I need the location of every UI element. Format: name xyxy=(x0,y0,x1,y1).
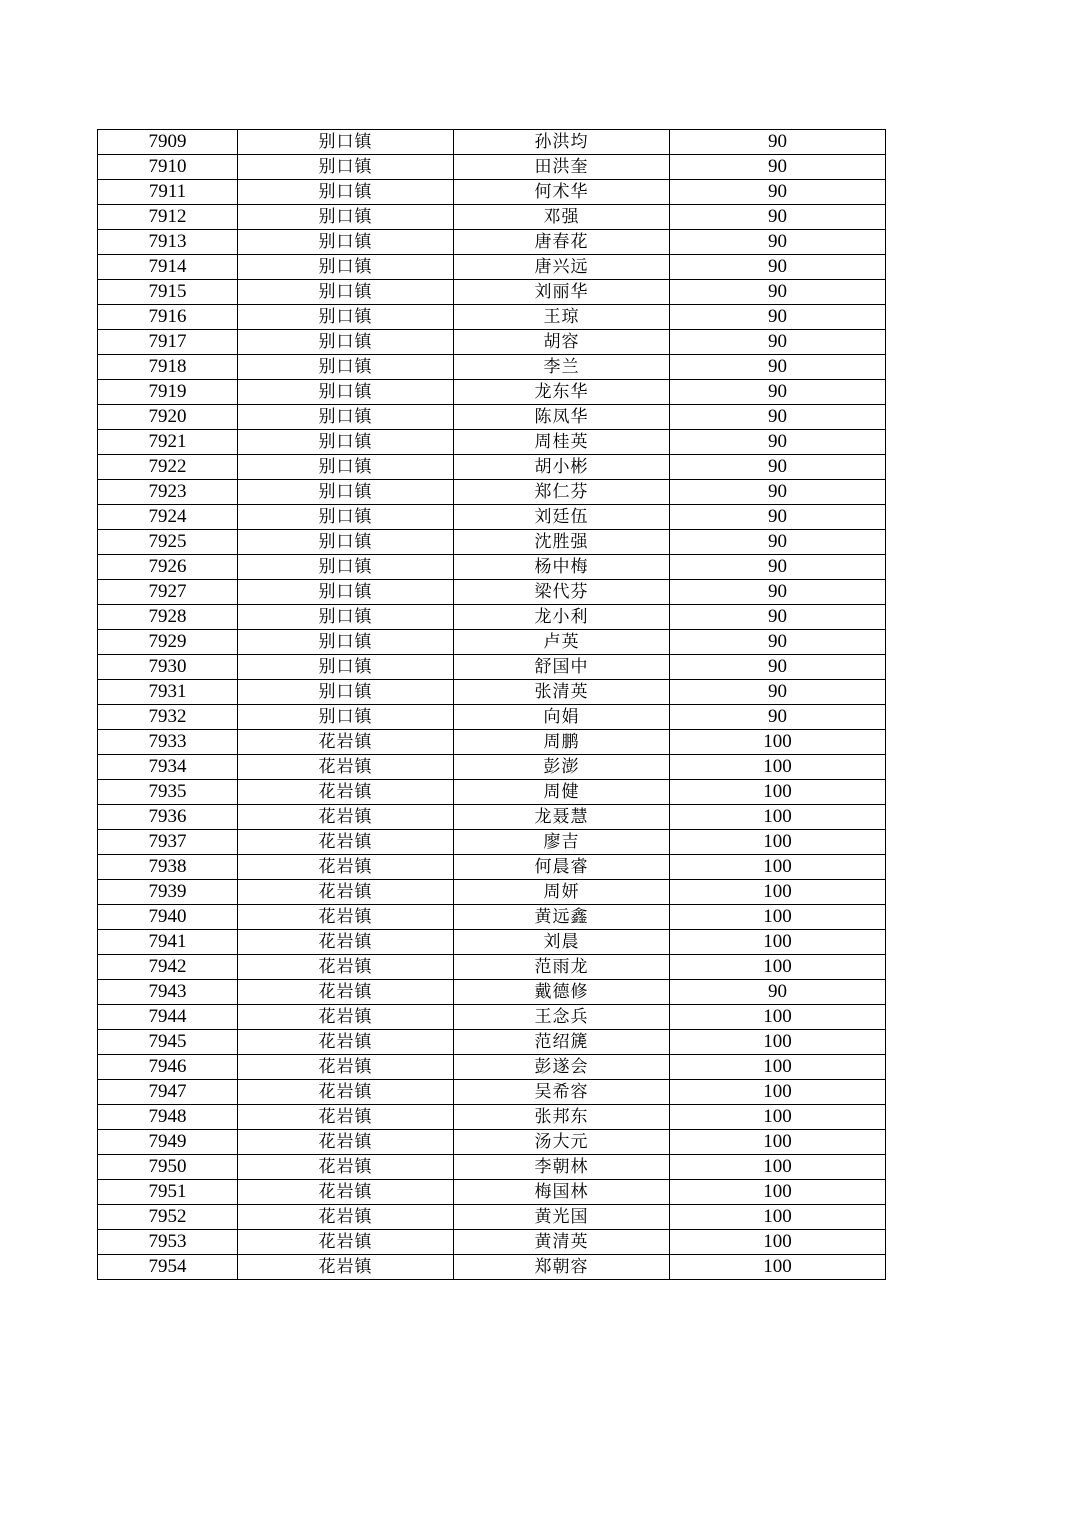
row-number-cell: 7941 xyxy=(98,930,238,955)
table-row xyxy=(98,855,886,880)
amount-cell: 100 xyxy=(670,755,886,780)
row-number-cell: 7933 xyxy=(98,730,238,755)
table-row xyxy=(98,1105,886,1130)
town-cell: 别口镇 xyxy=(238,155,454,180)
town-cell: 别口镇 xyxy=(238,605,454,630)
person-name-cell: 王琼 xyxy=(454,305,670,330)
table-row xyxy=(98,655,886,680)
table-row xyxy=(98,1005,886,1030)
town-cell: 花岩镇 xyxy=(238,1005,454,1030)
row-number-cell: 7938 xyxy=(98,855,238,880)
person-name-cell: 向娟 xyxy=(454,705,670,730)
table-row xyxy=(98,1055,886,1080)
row-number-cell: 7925 xyxy=(98,530,238,555)
amount-cell: 100 xyxy=(670,905,886,930)
table-row xyxy=(98,405,886,430)
row-number-cell: 7950 xyxy=(98,1155,238,1180)
town-cell: 别口镇 xyxy=(238,255,454,280)
table-row xyxy=(98,280,886,305)
data-table xyxy=(97,129,886,1280)
table-row xyxy=(98,355,886,380)
amount-cell: 100 xyxy=(670,1130,886,1155)
table-row xyxy=(98,505,886,530)
table-row xyxy=(98,130,886,155)
table-row xyxy=(98,830,886,855)
person-name-cell: 刘晨 xyxy=(454,930,670,955)
table-row xyxy=(98,680,886,705)
row-number-cell: 7911 xyxy=(98,180,238,205)
row-number-cell: 7947 xyxy=(98,1080,238,1105)
town-cell: 花岩镇 xyxy=(238,1080,454,1105)
person-name-cell: 陈凤华 xyxy=(454,405,670,430)
row-number-cell: 7910 xyxy=(98,155,238,180)
table-row xyxy=(98,180,886,205)
amount-cell: 100 xyxy=(670,855,886,880)
town-cell: 花岩镇 xyxy=(238,1255,454,1280)
amount-cell: 100 xyxy=(670,1230,886,1255)
row-number-cell: 7954 xyxy=(98,1255,238,1280)
row-number-cell: 7939 xyxy=(98,880,238,905)
person-name-cell: 吴希容 xyxy=(454,1080,670,1105)
person-name-cell: 梅国林 xyxy=(454,1180,670,1205)
town-cell: 别口镇 xyxy=(238,330,454,355)
person-name-cell: 彭澎 xyxy=(454,755,670,780)
person-name-cell: 胡小彬 xyxy=(454,455,670,480)
person-name-cell: 李朝林 xyxy=(454,1155,670,1180)
town-cell: 别口镇 xyxy=(238,705,454,730)
row-number-cell: 7934 xyxy=(98,755,238,780)
table-row xyxy=(98,805,886,830)
person-name-cell: 范绍篪 xyxy=(454,1030,670,1055)
table-row xyxy=(98,730,886,755)
row-number-cell: 7926 xyxy=(98,555,238,580)
table-row xyxy=(98,980,886,1005)
row-number-cell: 7931 xyxy=(98,680,238,705)
amount-cell: 90 xyxy=(670,580,886,605)
person-name-cell: 何晨睿 xyxy=(454,855,670,880)
row-number-cell: 7932 xyxy=(98,705,238,730)
town-cell: 别口镇 xyxy=(238,555,454,580)
row-number-cell: 7914 xyxy=(98,255,238,280)
person-name-cell: 刘廷伍 xyxy=(454,505,670,530)
amount-cell: 90 xyxy=(670,205,886,230)
amount-cell: 90 xyxy=(670,155,886,180)
row-number-cell: 7930 xyxy=(98,655,238,680)
table-row xyxy=(98,605,886,630)
table-row xyxy=(98,755,886,780)
person-name-cell: 舒国中 xyxy=(454,655,670,680)
amount-cell: 100 xyxy=(670,1180,886,1205)
town-cell: 花岩镇 xyxy=(238,980,454,1005)
row-number-cell: 7929 xyxy=(98,630,238,655)
table-row xyxy=(98,705,886,730)
row-number-cell: 7928 xyxy=(98,605,238,630)
table-row xyxy=(98,230,886,255)
table-row xyxy=(98,255,886,280)
person-name-cell: 沈胜强 xyxy=(454,530,670,555)
row-number-cell: 7915 xyxy=(98,280,238,305)
town-cell: 花岩镇 xyxy=(238,1155,454,1180)
amount-cell: 100 xyxy=(670,1030,886,1055)
amount-cell: 90 xyxy=(670,130,886,155)
amount-cell: 100 xyxy=(670,880,886,905)
row-number-cell: 7919 xyxy=(98,380,238,405)
town-cell: 别口镇 xyxy=(238,505,454,530)
row-number-cell: 7940 xyxy=(98,905,238,930)
town-cell: 别口镇 xyxy=(238,530,454,555)
town-cell: 花岩镇 xyxy=(238,1180,454,1205)
amount-cell: 90 xyxy=(670,505,886,530)
town-cell: 花岩镇 xyxy=(238,855,454,880)
table-row xyxy=(98,1030,886,1055)
table-row xyxy=(98,930,886,955)
table-row xyxy=(98,305,886,330)
town-cell: 别口镇 xyxy=(238,280,454,305)
town-cell: 别口镇 xyxy=(238,455,454,480)
person-name-cell: 何术华 xyxy=(454,180,670,205)
person-name-cell: 田洪奎 xyxy=(454,155,670,180)
table-row xyxy=(98,1130,886,1155)
amount-cell: 100 xyxy=(670,1205,886,1230)
row-number-cell: 7918 xyxy=(98,355,238,380)
town-cell: 花岩镇 xyxy=(238,830,454,855)
amount-cell: 100 xyxy=(670,1255,886,1280)
person-name-cell: 龙小利 xyxy=(454,605,670,630)
person-name-cell: 彭遂会 xyxy=(454,1055,670,1080)
person-name-cell: 卢英 xyxy=(454,630,670,655)
town-cell: 别口镇 xyxy=(238,355,454,380)
person-name-cell: 梁代芬 xyxy=(454,580,670,605)
amount-cell: 90 xyxy=(670,230,886,255)
town-cell: 花岩镇 xyxy=(238,1230,454,1255)
amount-cell: 100 xyxy=(670,1080,886,1105)
amount-cell: 100 xyxy=(670,730,886,755)
amount-cell: 90 xyxy=(670,355,886,380)
amount-cell: 90 xyxy=(670,655,886,680)
town-cell: 花岩镇 xyxy=(238,1130,454,1155)
table-row xyxy=(98,330,886,355)
amount-cell: 90 xyxy=(670,330,886,355)
row-number-cell: 7946 xyxy=(98,1055,238,1080)
person-name-cell: 胡容 xyxy=(454,330,670,355)
person-name-cell: 杨中梅 xyxy=(454,555,670,580)
amount-cell: 90 xyxy=(670,455,886,480)
amount-cell: 90 xyxy=(670,530,886,555)
town-cell: 别口镇 xyxy=(238,405,454,430)
row-number-cell: 7916 xyxy=(98,305,238,330)
table-row xyxy=(98,430,886,455)
table-row xyxy=(98,380,886,405)
row-number-cell: 7943 xyxy=(98,980,238,1005)
town-cell: 花岩镇 xyxy=(238,1105,454,1130)
person-name-cell: 戴德修 xyxy=(454,980,670,1005)
town-cell: 别口镇 xyxy=(238,230,454,255)
amount-cell: 90 xyxy=(670,180,886,205)
amount-cell: 90 xyxy=(670,680,886,705)
amount-cell: 100 xyxy=(670,955,886,980)
row-number-cell: 7942 xyxy=(98,955,238,980)
town-cell: 花岩镇 xyxy=(238,1205,454,1230)
town-cell: 别口镇 xyxy=(238,305,454,330)
person-name-cell: 李兰 xyxy=(454,355,670,380)
town-cell: 花岩镇 xyxy=(238,780,454,805)
town-cell: 别口镇 xyxy=(238,480,454,505)
amount-cell: 90 xyxy=(670,555,886,580)
table-row xyxy=(98,905,886,930)
amount-cell: 100 xyxy=(670,1155,886,1180)
row-number-cell: 7909 xyxy=(98,130,238,155)
row-number-cell: 7920 xyxy=(98,405,238,430)
row-number-cell: 7944 xyxy=(98,1005,238,1030)
row-number-cell: 7921 xyxy=(98,430,238,455)
amount-cell: 90 xyxy=(670,980,886,1005)
amount-cell: 90 xyxy=(670,705,886,730)
town-cell: 花岩镇 xyxy=(238,805,454,830)
table-row xyxy=(98,1180,886,1205)
row-number-cell: 7927 xyxy=(98,580,238,605)
town-cell: 花岩镇 xyxy=(238,1055,454,1080)
table-row xyxy=(98,1205,886,1230)
table-row xyxy=(98,780,886,805)
table-row xyxy=(98,155,886,180)
person-name-cell: 汤大元 xyxy=(454,1130,670,1155)
row-number-cell: 7935 xyxy=(98,780,238,805)
amount-cell: 100 xyxy=(670,1005,886,1030)
person-name-cell: 范雨龙 xyxy=(454,955,670,980)
amount-cell: 100 xyxy=(670,805,886,830)
table-row xyxy=(98,1230,886,1255)
row-number-cell: 7948 xyxy=(98,1105,238,1130)
row-number-cell: 7951 xyxy=(98,1180,238,1205)
person-name-cell: 周健 xyxy=(454,780,670,805)
person-name-cell: 龙东华 xyxy=(454,380,670,405)
town-cell: 花岩镇 xyxy=(238,730,454,755)
amount-cell: 90 xyxy=(670,280,886,305)
person-name-cell: 郑朝容 xyxy=(454,1255,670,1280)
amount-cell: 90 xyxy=(670,405,886,430)
person-name-cell: 廖吉 xyxy=(454,830,670,855)
town-cell: 花岩镇 xyxy=(238,905,454,930)
town-cell: 别口镇 xyxy=(238,380,454,405)
person-name-cell: 黄光国 xyxy=(454,1205,670,1230)
row-number-cell: 7949 xyxy=(98,1130,238,1155)
table-row xyxy=(98,580,886,605)
town-cell: 别口镇 xyxy=(238,205,454,230)
person-name-cell: 龙聂慧 xyxy=(454,805,670,830)
town-cell: 别口镇 xyxy=(238,430,454,455)
amount-cell: 100 xyxy=(670,1055,886,1080)
table-row xyxy=(98,555,886,580)
town-cell: 花岩镇 xyxy=(238,930,454,955)
person-name-cell: 周妍 xyxy=(454,880,670,905)
amount-cell: 100 xyxy=(670,930,886,955)
town-cell: 别口镇 xyxy=(238,655,454,680)
person-name-cell: 邓强 xyxy=(454,205,670,230)
person-name-cell: 唐春花 xyxy=(454,230,670,255)
town-cell: 别口镇 xyxy=(238,580,454,605)
amount-cell: 100 xyxy=(670,1105,886,1130)
row-number-cell: 7945 xyxy=(98,1030,238,1055)
town-cell: 花岩镇 xyxy=(238,1030,454,1055)
table-row xyxy=(98,480,886,505)
person-name-cell: 周桂英 xyxy=(454,430,670,455)
table-row xyxy=(98,1080,886,1105)
town-cell: 别口镇 xyxy=(238,130,454,155)
table-row xyxy=(98,880,886,905)
town-cell: 别口镇 xyxy=(238,680,454,705)
town-cell: 花岩镇 xyxy=(238,880,454,905)
person-name-cell: 张清英 xyxy=(454,680,670,705)
town-cell: 别口镇 xyxy=(238,180,454,205)
person-name-cell: 黄远鑫 xyxy=(454,905,670,930)
person-name-cell: 郑仁芬 xyxy=(454,480,670,505)
town-cell: 花岩镇 xyxy=(238,955,454,980)
table-row xyxy=(98,205,886,230)
row-number-cell: 7923 xyxy=(98,480,238,505)
person-name-cell: 王念兵 xyxy=(454,1005,670,1030)
amount-cell: 90 xyxy=(670,630,886,655)
table-row xyxy=(98,530,886,555)
amount-cell: 90 xyxy=(670,305,886,330)
row-number-cell: 7937 xyxy=(98,830,238,855)
person-name-cell: 唐兴远 xyxy=(454,255,670,280)
row-number-cell: 7924 xyxy=(98,505,238,530)
table-row xyxy=(98,955,886,980)
table-row xyxy=(98,1155,886,1180)
amount-cell: 90 xyxy=(670,430,886,455)
person-name-cell: 黄清英 xyxy=(454,1230,670,1255)
person-name-cell: 张邦东 xyxy=(454,1105,670,1130)
table-row xyxy=(98,1255,886,1280)
town-cell: 别口镇 xyxy=(238,630,454,655)
table-body xyxy=(98,130,886,1280)
amount-cell: 90 xyxy=(670,255,886,280)
amount-cell: 90 xyxy=(670,480,886,505)
person-name-cell: 刘丽华 xyxy=(454,280,670,305)
row-number-cell: 7936 xyxy=(98,805,238,830)
row-number-cell: 7952 xyxy=(98,1205,238,1230)
row-number-cell: 7912 xyxy=(98,205,238,230)
row-number-cell: 7917 xyxy=(98,330,238,355)
person-name-cell: 周鹏 xyxy=(454,730,670,755)
table-row xyxy=(98,630,886,655)
amount-cell: 90 xyxy=(670,605,886,630)
row-number-cell: 7913 xyxy=(98,230,238,255)
amount-cell: 90 xyxy=(670,380,886,405)
row-number-cell: 7922 xyxy=(98,455,238,480)
row-number-cell: 7953 xyxy=(98,1230,238,1255)
table-row xyxy=(98,455,886,480)
amount-cell: 100 xyxy=(670,830,886,855)
amount-cell: 100 xyxy=(670,780,886,805)
person-name-cell: 孙洪均 xyxy=(454,130,670,155)
town-cell: 花岩镇 xyxy=(238,755,454,780)
